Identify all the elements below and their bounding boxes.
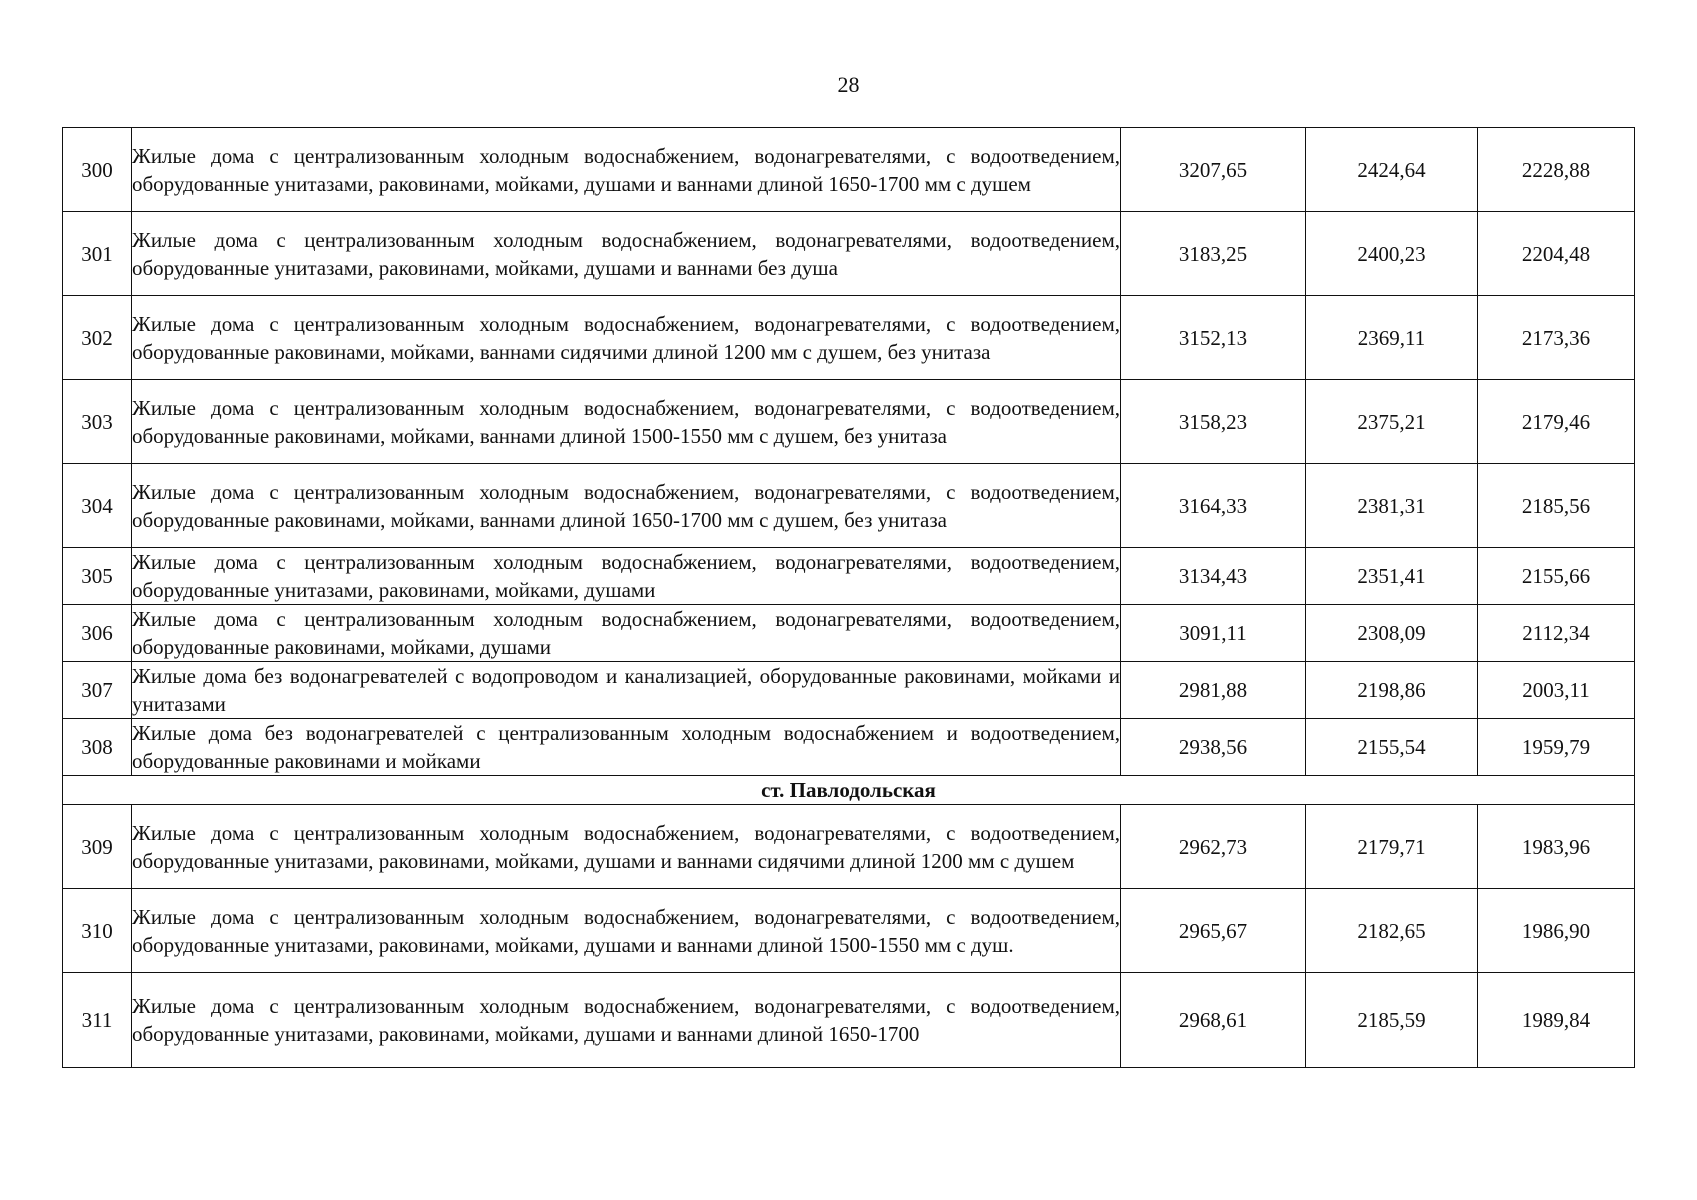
row-value-1: 3207,65	[1121, 128, 1306, 212]
row-description: Жилые дома с централизованным холодным водоснабжением, водонагревателями, водоотведением, оборудованные унитазами, раковинами, мойками, душами и ваннами без душа	[132, 212, 1121, 296]
table-row	[63, 973, 1635, 1068]
row-number: 307	[63, 662, 132, 719]
row-description: Жилые дома с централизованным холодным водоснабжением, водонагревателями, водоотведением, оборудованные унитазами, раковинами, мойками, душами	[132, 548, 1121, 605]
row-number: 306	[63, 605, 132, 662]
row-description: Жилые дома с централизованным холодным водоснабжением, водонагревателями, с водоотведением, оборудованные унитазами, раковинами, мойками, душами и ваннами длиной 1650-1700	[132, 973, 1121, 1068]
row-number: 303	[63, 380, 132, 464]
row-number: 302	[63, 296, 132, 380]
row-number: 300	[63, 128, 132, 212]
row-value-3: 2179,46	[1478, 380, 1635, 464]
row-description: Жилые дома с централизованным холодным водоснабжением, водонагревателями, с водоотведением, оборудованные унитазами, раковинами, мойками, душами и ваннами длиной 1500-1550 мм с душ.	[132, 889, 1121, 973]
row-value-2: 2198,86	[1306, 662, 1478, 719]
table-row	[63, 128, 1635, 212]
row-value-2: 2155,54	[1306, 719, 1478, 776]
table-row	[63, 464, 1635, 548]
row-number: 309	[63, 805, 132, 889]
row-value-1: 3134,43	[1121, 548, 1306, 605]
row-description: Жилые дома с централизованным холодным водоснабжением, водонагревателями, с водоотведением, оборудованные раковинами, мойками, ваннами длиной 1500-1550 мм с душем, без унитаза	[132, 380, 1121, 464]
row-value-3: 1986,90	[1478, 889, 1635, 973]
row-value-3: 2228,88	[1478, 128, 1635, 212]
row-description: Жилые дома без водонагревателей с водопроводом и канализацией, оборудованные раковинами, мойками и унитазами	[132, 662, 1121, 719]
row-value-3: 1983,96	[1478, 805, 1635, 889]
row-number: 310	[63, 889, 132, 973]
table-row	[63, 805, 1635, 889]
table-row	[63, 719, 1635, 776]
row-description: Жилые дома с централизованным холодным водоснабжением, водонагревателями, с водоотведением, оборудованные унитазами, раковинами, мойками, душами и ваннами длиной 1650-1700 мм с душем	[132, 128, 1121, 212]
row-value-1: 2968,61	[1121, 973, 1306, 1068]
row-value-2: 2381,31	[1306, 464, 1478, 548]
row-value-1: 2965,67	[1121, 889, 1306, 973]
tariff-table	[62, 127, 1635, 1068]
row-value-1: 3183,25	[1121, 212, 1306, 296]
row-value-2: 2182,65	[1306, 889, 1478, 973]
row-value-3: 2185,56	[1478, 464, 1635, 548]
section-header-row	[63, 776, 1635, 805]
row-value-2: 2369,11	[1306, 296, 1478, 380]
row-value-3: 2003,11	[1478, 662, 1635, 719]
section-title: ст. Павлодольская	[63, 776, 1635, 805]
row-number: 311	[63, 973, 132, 1068]
row-value-3: 2204,48	[1478, 212, 1635, 296]
row-description: Жилые дома с централизованным холодным водоснабжением, водонагревателями, с водоотведением, оборудованные раковинами, мойками, ваннами длиной 1650-1700 мм с душем, без унитаза	[132, 464, 1121, 548]
table-row	[63, 662, 1635, 719]
row-value-1: 3158,23	[1121, 380, 1306, 464]
row-value-2: 2424,64	[1306, 128, 1478, 212]
table-row	[63, 212, 1635, 296]
table-row	[63, 605, 1635, 662]
row-value-1: 3164,33	[1121, 464, 1306, 548]
row-description: Жилые дома с централизованным холодным водоснабжением, водонагревателями, с водоотведением, оборудованные унитазами, раковинами, мойками, душами и ваннами сидячими длиной 1200 мм с душем	[132, 805, 1121, 889]
row-number: 308	[63, 719, 132, 776]
row-value-2: 2308,09	[1306, 605, 1478, 662]
row-value-2: 2185,59	[1306, 973, 1478, 1068]
row-value-1: 2981,88	[1121, 662, 1306, 719]
table-row	[63, 889, 1635, 973]
table-row	[63, 296, 1635, 380]
row-value-3: 2173,36	[1478, 296, 1635, 380]
row-value-3: 2112,34	[1478, 605, 1635, 662]
row-number: 304	[63, 464, 132, 548]
row-value-2: 2375,21	[1306, 380, 1478, 464]
table-row	[63, 548, 1635, 605]
page-number: 28	[837, 72, 860, 97]
row-value-3: 1989,84	[1478, 973, 1635, 1068]
row-description: Жилые дома без водонагревателей с централизованным холодным водоснабжением и водоотведением, оборудованные раковинами и мойками	[132, 719, 1121, 776]
row-value-2: 2351,41	[1306, 548, 1478, 605]
row-value-2: 2400,23	[1306, 212, 1478, 296]
row-value-1: 3152,13	[1121, 296, 1306, 380]
row-description: Жилые дома с централизованным холодным водоснабжением, водонагревателями, с водоотведением, оборудованные раковинами, мойками, ваннами сидячими длиной 1200 мм с душем, без унитаза	[132, 296, 1121, 380]
row-value-1: 2938,56	[1121, 719, 1306, 776]
row-value-3: 2155,66	[1478, 548, 1635, 605]
table-row	[63, 380, 1635, 464]
row-number: 301	[63, 212, 132, 296]
row-description: Жилые дома с централизованным холодным водоснабжением, водонагревателями, водоотведением, оборудованные раковинами, мойками, душами	[132, 605, 1121, 662]
row-value-2: 2179,71	[1306, 805, 1478, 889]
row-value-1: 2962,73	[1121, 805, 1306, 889]
row-number: 305	[63, 548, 132, 605]
row-value-3: 1959,79	[1478, 719, 1635, 776]
row-value-1: 3091,11	[1121, 605, 1306, 662]
